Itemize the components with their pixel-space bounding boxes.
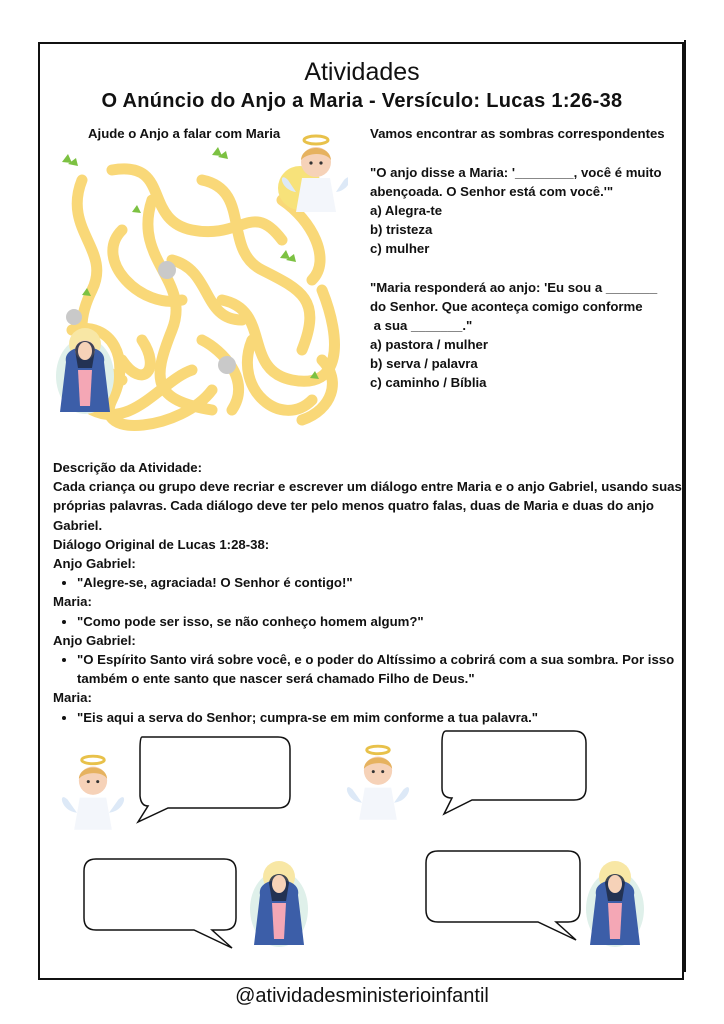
dialogue-line: • "Alegre-se, agraciada! O Senhor é contigo!" — [77, 573, 683, 592]
description-heading: Descrição da Atividade: — [53, 460, 203, 475]
shadows-instruction: Vamos encontrar as sombras correspondentes — [370, 126, 665, 141]
maze-instruction: Ajude o Anjo a falar com Maria — [88, 126, 281, 141]
question-2-option[interactable]: a) pastora / mulher — [370, 337, 488, 352]
question-2 — [370, 278, 690, 392]
question-2-option[interactable]: c) caminho / Bíblia — [370, 375, 487, 390]
question-1-option[interactable]: c) mulher — [370, 241, 430, 256]
dialogue-line: • "Eis aqui a serva do Senhor; cumpra-se em mim conforme a tua palavra." — [77, 708, 683, 727]
speech-bubble[interactable] — [432, 730, 588, 816]
dialogue-speaker: Maria: — [53, 690, 92, 706]
speech-bubble[interactable] — [128, 736, 292, 824]
dialogue-speaker: Anjo Gabriel: — [53, 632, 136, 648]
description-text: Cada criança ou grupo deve recriar e escrever um diálogo entre Maria e o anjo Gabriel, usando suas próprias palavras. Cada diálogo deve ter pelo menos quatro falas, duas de Maria e duas do anjo Gabriel. — [53, 479, 682, 533]
page-subtitle: O Anúncio do Anjo a Maria - Versículo: Lucas 1:26-38 — [101, 90, 623, 112]
angel-icon — [60, 750, 126, 834]
question-2-line: do Senhor. Que aconteça comigo conforme — [370, 299, 643, 314]
question-1-option[interactable]: a) Alegra-te — [370, 203, 443, 218]
question-2-line: a sua _______." — [370, 318, 473, 333]
question-1-line: abençoada. O Senhor está com você.'" — [370, 184, 614, 199]
dialogue-speaker: Anjo Gabriel: — [53, 556, 136, 572]
dialogue-line: • "O Espírito Santo virá sobre você, e o poder do Altíssimo a cobrirá com a sua sombra. Por isso também o ente santo que nascer será chamado Filho de Deus." — [77, 650, 683, 688]
question-2-line: "Maria responderá ao anjo: 'Eu sou a _______ — [370, 280, 658, 295]
question-2-option[interactable]: b) serva / palavra — [370, 356, 478, 371]
mary-icon — [248, 855, 310, 947]
angel-icon — [278, 130, 348, 214]
footer-handle: @atividadesministerioinfantil — [235, 985, 489, 1007]
question-1-option[interactable]: b) tristeza — [370, 222, 433, 237]
speech-bubble[interactable] — [82, 858, 238, 950]
page-title: Atividades — [304, 58, 420, 86]
dialogue-heading: Diálogo Original de Lucas 1:28-38: — [53, 536, 270, 552]
dialogue-line: • "Como pode ser isso, se não conheço homem algum?" — [77, 612, 683, 631]
dialogue-speaker: Maria: — [53, 594, 92, 610]
question-1 — [370, 163, 690, 258]
angel-icon — [345, 740, 411, 824]
mary-icon — [54, 322, 116, 414]
question-1-line: "O anjo disse a Maria: '________, você é muito — [370, 165, 662, 180]
mary-icon — [584, 855, 646, 947]
speech-bubble[interactable] — [424, 850, 582, 942]
activity-description — [53, 458, 683, 727]
